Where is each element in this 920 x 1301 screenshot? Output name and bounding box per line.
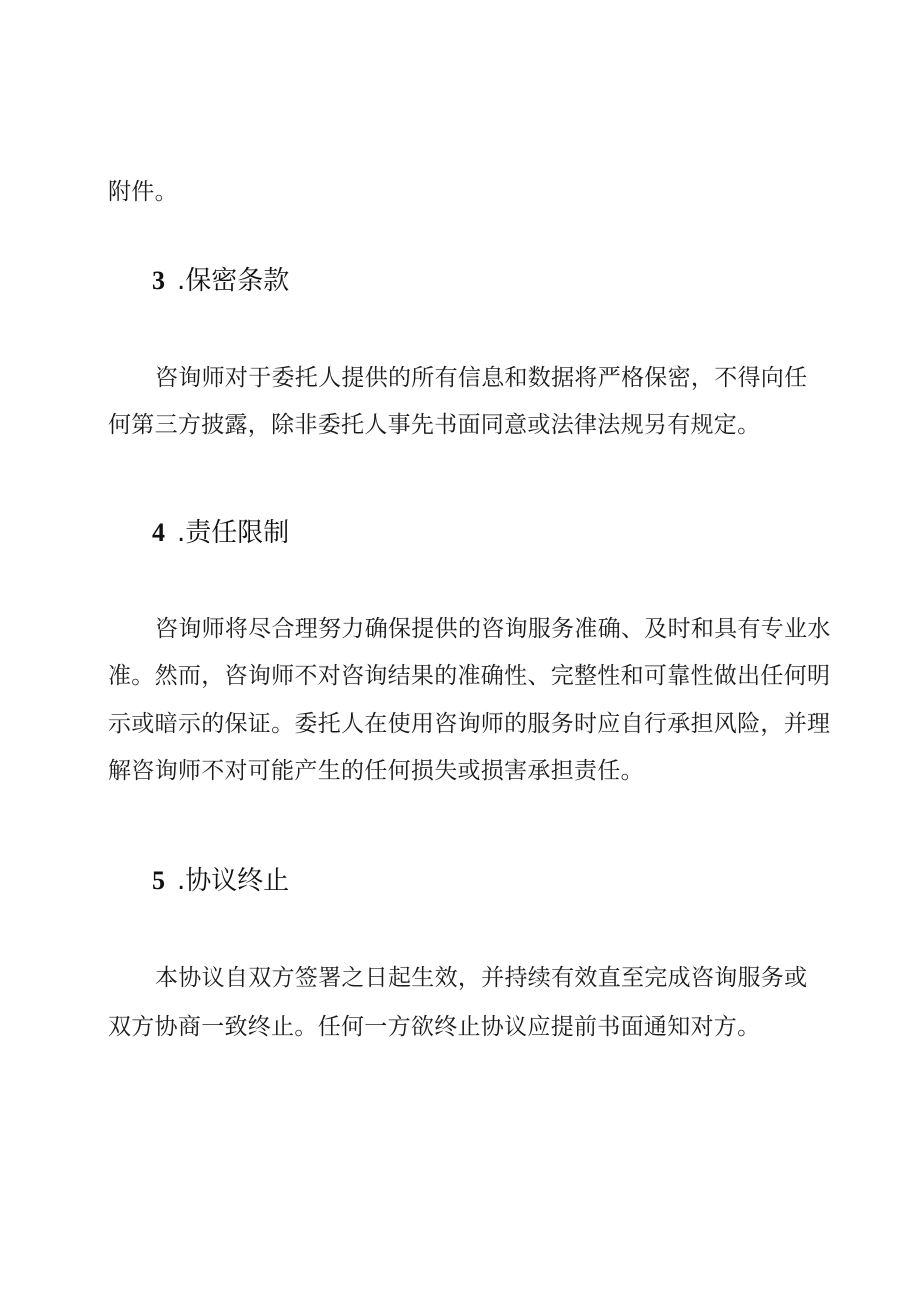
section-5-number: 5	[152, 866, 165, 895]
section-4-line-1: 咨询师将尽合理努力确保提供的咨询服务准确、及时和具有专业水	[155, 616, 831, 642]
section-3-title: .保密条款	[177, 266, 290, 296]
section-4-heading	[152, 516, 289, 550]
section-4-title: .责任限制	[177, 518, 290, 548]
section-4-line-4: 解咨询师不对可能产生的任何损失或损害承担责任。	[108, 758, 644, 784]
section-3-number: 3	[152, 266, 165, 295]
section-3-line-2: 何第三方披露，除非委托人事先书面同意或法律法规另有规定。	[108, 412, 761, 438]
continuation-text: 附件。	[108, 179, 178, 205]
section-4-line-2: 准。然而，咨询师不对咨询结果的准确性、完整性和可靠性做出任何明	[108, 663, 831, 689]
section-4-number: 4	[152, 518, 165, 547]
section-3-line-1: 咨询师对于委托人提供的所有信息和数据将严格保密，不得向任	[155, 365, 808, 391]
section-5-title: .协议终止	[177, 866, 290, 896]
section-5-line-2: 双方协商一致终止。任何一方欲终止协议应提前书面通知对方。	[108, 1014, 761, 1040]
section-5-line-1: 本协议自双方签署之日起生效，并持续有效直至完成咨询服务或	[155, 965, 808, 991]
section-4-line-3: 示或暗示的保证。委托人在使用咨询师的服务时应自行承担风险，并理	[108, 711, 831, 737]
section-3-heading	[152, 264, 289, 298]
section-5-heading	[152, 864, 289, 898]
